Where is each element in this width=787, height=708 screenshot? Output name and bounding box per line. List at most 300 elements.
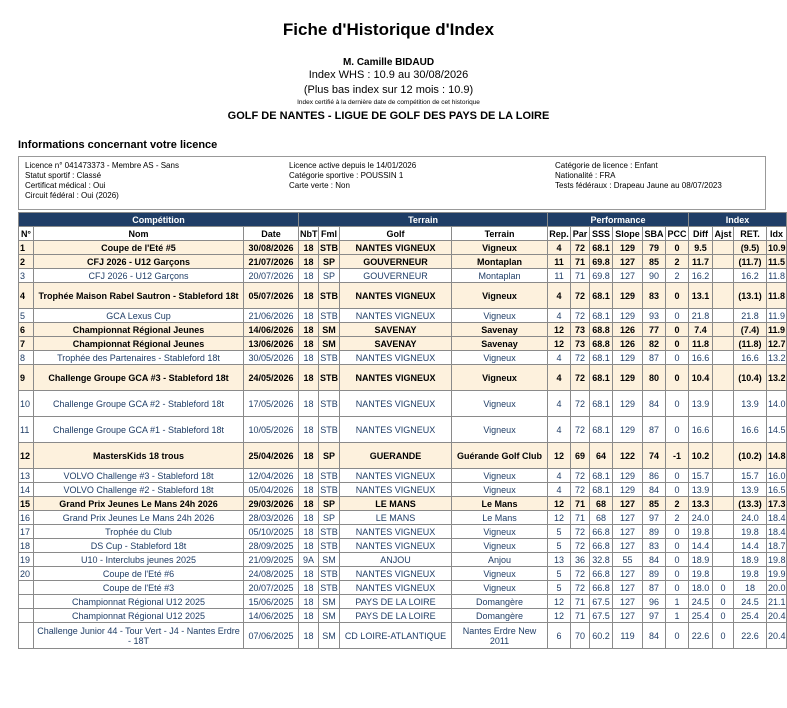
cell-par: 72 [571, 391, 590, 417]
cell-pcc: 0 [666, 553, 689, 567]
cell-idx: 18.4 [768, 512, 786, 523]
cell-ret: (13.1) [734, 283, 767, 309]
cell-par: 72 [571, 567, 590, 581]
cell-name: Grand Prix Jeunes Le Mans 24h 2026 [34, 511, 244, 525]
cell-par: 71 [571, 609, 590, 623]
cell-idx: 16.5 [768, 484, 786, 495]
cell-golf: SAVENAY [340, 323, 452, 337]
cell-num: 8 [19, 351, 34, 365]
cell-sba: 93 [643, 309, 666, 323]
cell-holes: 18 [299, 581, 319, 595]
cell-rep: 4 [548, 351, 571, 365]
cell-ret: 13.9 [734, 483, 767, 497]
cell-pcc: 0 [666, 581, 689, 595]
cell-date: 13/06/2026 [244, 337, 299, 351]
column-header-idx: Idx [767, 227, 787, 241]
cell-ret: 16.6 [734, 417, 767, 443]
federal-tests: Tests fédéraux : Drapeau Jaune au 08/07/2023 [555, 181, 722, 190]
cell-holes: 18 [299, 391, 319, 417]
cell-adjust: 0 [713, 595, 734, 609]
cell-sba: 90 [643, 269, 666, 283]
cell-sss: 68 [590, 511, 613, 525]
table-row [19, 323, 787, 337]
cell-adjust: 0 [713, 581, 734, 595]
cell-name: VOLVO Challenge #3 - Stableford 18t [34, 469, 244, 483]
cell-formula: SM [319, 609, 340, 623]
cell-pcc: 2 [666, 511, 689, 525]
table-row [19, 525, 787, 539]
table-row [19, 567, 787, 581]
licence-active-since: Licence active depuis le 14/01/2026 [289, 161, 417, 170]
cell-ret: 22.6 [734, 623, 767, 649]
cell-diff: 19.8 [689, 525, 713, 539]
table-row [19, 443, 787, 469]
cell-sss: 60.2 [590, 623, 613, 649]
column-header-adjust: Ajst [714, 228, 732, 239]
table-row [19, 351, 787, 365]
cell-golf: GUERANDE [340, 443, 452, 469]
cell-slope: 129 [613, 351, 643, 365]
cell-diff: 11.7 [689, 255, 713, 269]
cell-formula: STB [319, 365, 340, 391]
cell-date: 21/07/2026 [244, 255, 299, 269]
cell-par: 72 [571, 351, 590, 365]
cell-golf: NANTES VIGNEUX [340, 283, 452, 309]
column-header-formula: Fml [319, 227, 340, 241]
cell-adjust [713, 241, 734, 255]
cell-diff: 10.2 [689, 443, 713, 469]
table-row [19, 337, 787, 351]
sport-category: Catégorie sportive : POUSSIN 1 [289, 171, 404, 180]
cell-golf: NANTES VIGNEUX [340, 567, 452, 581]
cell-rep: 11 [548, 255, 571, 269]
cell-name: Challenge Junior 44 - Tour Vert - J4 - Nantes Erdre - 18T [34, 623, 244, 649]
cell-idx: 20.4 [767, 623, 787, 649]
cell-ret: (11.7) [734, 255, 767, 269]
cell-ret: 21.8 [734, 309, 767, 323]
cell-ret: (11.8) [734, 337, 767, 351]
cell-idx: 17.3 [768, 498, 786, 509]
cell-holes: 18 [299, 595, 319, 609]
cell-golf: ANJOU [340, 553, 452, 567]
cell-rep: 6 [548, 623, 571, 649]
cell-sba: 84 [643, 553, 666, 567]
nationality: Nationalité : FRA [555, 171, 616, 180]
cell-holes: 18 [299, 337, 319, 351]
cell-sss: 68.1 [590, 417, 613, 443]
cell-sss: 64 [590, 443, 613, 469]
cell-par: 72 [571, 309, 590, 323]
cell-num: 1 [19, 241, 34, 255]
cell-adjust [713, 469, 734, 483]
cell-course: Vigneux [452, 283, 548, 309]
cell-ret: (13.3) [734, 497, 767, 511]
cell-slope: 127 [613, 269, 643, 283]
cell-formula: STB [320, 540, 338, 551]
green-card: Carte verte : Non [289, 181, 350, 190]
cell-num: 14 [19, 483, 34, 497]
cell-course: Vigneux [452, 525, 548, 539]
cell-name: DS Cup - Stableford 18t [34, 539, 244, 553]
cell-course: Vigneux [452, 241, 548, 255]
cell-num: 7 [19, 337, 34, 351]
cell-idx: 16.0 [768, 470, 786, 481]
cell-sba: 83 [643, 539, 666, 553]
cell-formula: STB [320, 582, 338, 593]
cell-sba: 77 [643, 323, 666, 337]
cell-num: 10 [19, 391, 34, 417]
sport-status: Statut sportif : Classé [25, 171, 102, 180]
cell-holes: 18 [299, 623, 319, 649]
cell-pcc: 0 [666, 417, 689, 443]
cell-diff: 18.9 [689, 553, 713, 567]
cell-idx: 14.0 [767, 391, 787, 417]
cell-holes: 18 [299, 417, 319, 443]
cell-idx: 13.2 [768, 352, 786, 363]
cell-ret: (7.4) [734, 323, 767, 337]
cell-sss: 67.5 [590, 609, 613, 623]
cell-golf: NANTES VIGNEUX [340, 469, 452, 483]
cell-course: Montaplan [452, 269, 548, 283]
cell-idx: 11.5 [768, 256, 786, 267]
cell-course: Vigneux [452, 309, 548, 323]
cell-par: 72 [571, 241, 590, 255]
cell-sba: 87 [643, 417, 666, 443]
cell-sba: 97 [643, 609, 666, 623]
cell-adjust [713, 553, 734, 567]
cell-par: 36 [571, 553, 590, 567]
cell-adjust [713, 269, 734, 283]
cell-rep: 5 [548, 525, 571, 539]
cell-course: Vigneux [452, 483, 548, 497]
cell-date: 07/06/2025 [244, 623, 299, 649]
cell-course: Montaplan [452, 255, 548, 269]
cell-date: 30/08/2026 [244, 241, 299, 255]
cell-idx: 11.8 [767, 283, 787, 309]
cell-sss: 66.8 [590, 567, 613, 581]
column-header-date: Date [244, 227, 299, 241]
column-header-row [19, 227, 787, 241]
cell-golf: CD LOIRE-ATLANTIQUE [340, 623, 452, 649]
cell-rep: 12 [548, 337, 571, 351]
table-row [19, 553, 787, 567]
cell-date: 05/04/2026 [244, 483, 299, 497]
cell-ret: 16.2 [734, 269, 767, 283]
table-row [19, 623, 787, 649]
cell-rep: 4 [548, 365, 571, 391]
cell-pcc: 0 [666, 567, 689, 581]
cell-sba: 79 [643, 241, 666, 255]
cell-sss: 68.1 [590, 309, 613, 323]
cell-sss: 66.8 [590, 525, 613, 539]
club-line: GOLF DE NANTES - LIGUE DE GOLF DES PAYS DE LA LOIRE [227, 110, 550, 122]
cell-golf: PAYS DE LA LOIRE [340, 609, 452, 623]
cell-course: Savenay [452, 337, 548, 351]
cell-adjust [713, 443, 734, 469]
cell-idx: 20.4 [768, 610, 786, 621]
cell-course: Vigneux [452, 351, 548, 365]
cell-diff: 16.6 [689, 417, 713, 443]
cell-course: Anjou [452, 553, 548, 567]
cell-name: Challenge Groupe GCA #2 - Stableford 18t [34, 391, 244, 417]
cell-num: 16 [19, 511, 34, 525]
cell-rep: 5 [548, 567, 571, 581]
cell-pcc: 2 [666, 497, 689, 511]
cell-name: MastersKids 18 trous [34, 443, 244, 469]
cell-slope: 126 [613, 337, 643, 351]
table-row [19, 539, 787, 553]
cell-slope: 129 [613, 469, 643, 483]
cell-adjust [713, 391, 734, 417]
cell-holes: 18 [299, 283, 319, 309]
cell-adjust [713, 497, 734, 511]
cell-ret: 18 [734, 581, 767, 595]
cell-date: 24/08/2025 [244, 567, 299, 581]
cell-sss: 68 [590, 497, 613, 511]
group-terrain: Terrain [299, 213, 548, 227]
cell-ret: 15.7 [734, 469, 767, 483]
cell-slope: 129 [613, 417, 643, 443]
cell-diff: 7.4 [689, 323, 713, 337]
cell-golf: NANTES VIGNEUX [340, 241, 452, 255]
cell-pcc: 0 [666, 483, 689, 497]
cell-rep: 4 [548, 483, 571, 497]
cell-date: 25/04/2026 [244, 443, 299, 469]
column-header-holes: NbT [300, 228, 318, 239]
cell-course: Vigneux [452, 567, 548, 581]
cell-ret: (10.2) [734, 443, 767, 469]
cell-slope: 129 [613, 483, 643, 497]
cell-name: Challenge Groupe GCA #3 - Stableford 18t [34, 365, 244, 391]
column-header-ret: RET. [734, 227, 767, 241]
cell-date: 15/06/2025 [244, 595, 299, 609]
column-header-rep: Rep. [549, 228, 569, 239]
cell-golf: NANTES VIGNEUX [340, 539, 452, 553]
cell-par: 71 [571, 497, 590, 511]
cell-rep: 4 [548, 391, 571, 417]
cell-holes: 18 [299, 567, 319, 581]
cell-sba: 83 [643, 283, 666, 309]
cell-idx: 20.0 [768, 582, 786, 593]
cell-course: Vigneux [452, 539, 548, 553]
cell-slope: 122 [613, 443, 643, 469]
cell-name: U10 - Interclubs jeunes 2025 [34, 553, 244, 567]
cell-course: Domangère [452, 595, 548, 609]
cell-holes: 18 [299, 269, 319, 283]
cell-idx: 11.8 [768, 270, 785, 281]
cell-adjust [713, 337, 734, 351]
cell-date: 29/03/2026 [244, 497, 299, 511]
cell-sss: 68.1 [590, 283, 613, 309]
table-row [19, 483, 787, 497]
cell-pcc: 0 [666, 283, 689, 309]
cell-sss: 68.1 [590, 391, 613, 417]
cell-rep: 5 [548, 539, 571, 553]
cell-date: 20/07/2026 [244, 269, 299, 283]
cell-ret: (9.5) [734, 241, 767, 255]
cell-idx: 11.9 [768, 310, 785, 321]
cell-formula: SP [319, 443, 340, 469]
cell-adjust [713, 567, 734, 581]
cell-rep: 12 [548, 609, 571, 623]
cell-sba: 89 [643, 525, 666, 539]
cell-num: 15 [19, 497, 34, 511]
cell-course: Savenay [452, 323, 548, 337]
cell-diff: 24.0 [689, 511, 713, 525]
cell-sba: 80 [643, 365, 666, 391]
cell-golf: GOUVERNEUR [340, 269, 452, 283]
cell-date: 30/05/2026 [244, 351, 299, 365]
table-row [19, 595, 787, 609]
cell-sss: 66.8 [590, 539, 613, 553]
cell-sba: 97 [643, 511, 666, 525]
cell-ret: 13.9 [734, 391, 767, 417]
cell-holes: 18 [299, 469, 319, 483]
cell-adjust: 0 [713, 609, 734, 623]
cell-holes: 18 [299, 351, 319, 365]
column-header-par: Par [571, 227, 590, 241]
cell-golf: NANTES VIGNEUX [340, 483, 452, 497]
cell-idx: 14.8 [767, 443, 787, 469]
cell-adjust [713, 483, 734, 497]
cell-name: Trophée du Club [34, 525, 244, 539]
table-row [19, 497, 787, 511]
column-header-sba: SBA [644, 228, 664, 239]
cell-formula: STB [319, 283, 340, 309]
cell-slope: 127 [613, 581, 643, 595]
cell-sss: 68.1 [590, 469, 613, 483]
cell-par: 71 [571, 595, 590, 609]
cell-golf: LE MANS [340, 511, 452, 525]
cell-rep: 13 [548, 553, 571, 567]
cell-num: 12 [19, 443, 34, 469]
column-header-course: Terrain [452, 227, 548, 241]
cell-ret: (10.4) [734, 365, 767, 391]
cell-formula: SP [319, 255, 340, 269]
cell-par: 71 [571, 255, 590, 269]
cell-date: 20/07/2025 [244, 581, 299, 595]
cell-slope: 129 [613, 241, 643, 255]
cell-diff: 25.4 [689, 609, 713, 623]
cell-date: 28/03/2026 [244, 511, 299, 525]
cell-pcc: 0 [666, 539, 689, 553]
cell-pcc: 0 [666, 337, 689, 351]
cell-par: 72 [571, 525, 590, 539]
cell-holes: 18 [299, 497, 319, 511]
cell-date: 05/07/2026 [244, 283, 299, 309]
cell-pcc: 1 [666, 609, 689, 623]
history-table-body [19, 241, 787, 649]
cell-course: Le Mans [452, 497, 548, 511]
cell-pcc: 0 [666, 623, 689, 649]
cell-golf: NANTES VIGNEUX [340, 525, 452, 539]
cell-formula: STB [320, 310, 338, 321]
cell-num: 17 [19, 525, 34, 539]
table-row [19, 241, 787, 255]
cell-pcc: 0 [666, 391, 689, 417]
table-row [19, 609, 787, 623]
cell-adjust: 0 [713, 623, 734, 649]
cell-formula: SM [319, 623, 340, 649]
cell-sba: 84 [643, 391, 666, 417]
cell-name: Challenge Groupe GCA #1 - Stableford 18t [34, 417, 244, 443]
cell-ret: 16.6 [734, 351, 767, 365]
cell-slope: 119 [613, 623, 643, 649]
cell-adjust [713, 511, 734, 525]
column-header-name: Nom [34, 227, 244, 241]
cell-course: Domangère [452, 609, 548, 623]
cell-num [19, 581, 34, 595]
cell-num: 18 [19, 539, 34, 553]
page-title: Fiche d'Historique d'Index [282, 20, 495, 39]
cell-par: 72 [571, 469, 590, 483]
cell-par: 71 [571, 269, 590, 283]
cell-name: Coupe de l'Eté #3 [34, 581, 244, 595]
cell-slope: 127 [613, 595, 643, 609]
lowest-index-line: (Plus bas index sur 12 mois : 10.9) [303, 84, 474, 96]
column-header-sss: SSS [590, 227, 613, 241]
cell-par: 72 [571, 283, 590, 309]
cell-holes: 18 [299, 483, 319, 497]
cell-diff: 10.4 [689, 365, 713, 391]
cell-sba: 85 [643, 255, 666, 269]
cell-name: CFJ 2026 - U12 Garçons [34, 269, 244, 283]
group-index: Index [689, 213, 787, 227]
cell-holes: 18 [299, 323, 319, 337]
cell-golf: NANTES VIGNEUX [340, 351, 452, 365]
table-row [19, 255, 787, 269]
cell-par: 71 [571, 511, 590, 525]
player-name: M. Camille BIDAUD [342, 57, 435, 68]
cell-course: Vigneux [452, 391, 548, 417]
cell-idx: 11.9 [768, 324, 786, 335]
cell-sss: 68.8 [590, 337, 613, 351]
cell-name: Championnat Régional Jeunes [34, 323, 244, 337]
cell-pcc: 2 [666, 269, 689, 283]
cell-golf: PAYS DE LA LOIRE [340, 595, 452, 609]
cell-holes: 18 [299, 609, 319, 623]
cell-holes: 9A [299, 553, 319, 567]
cell-name: Trophée Maison Rabel Sautron - Stableford 18t [34, 283, 244, 309]
cell-sba: 87 [643, 351, 666, 365]
cell-name: CFJ 2026 - U12 Garçons [34, 255, 244, 269]
column-header-golf: Golf [340, 227, 452, 241]
cell-formula: SM [319, 337, 340, 351]
cell-formula: SM [319, 553, 340, 567]
cell-slope: 127 [613, 511, 643, 525]
cell-slope: 127 [613, 525, 643, 539]
cell-holes: 18 [299, 511, 319, 525]
cell-ret: 18.9 [734, 553, 767, 567]
cell-golf: GOUVERNEUR [340, 255, 452, 269]
cell-idx: 10.9 [768, 242, 786, 253]
cell-sss: 69.8 [590, 269, 613, 283]
cell-num: 9 [19, 365, 34, 391]
cell-formula: STB [320, 526, 338, 537]
cell-idx: 13.2 [767, 365, 787, 391]
cell-pcc: -1 [666, 443, 689, 469]
cell-diff: 11.8 [689, 337, 713, 351]
cell-formula: SP [319, 269, 340, 283]
cell-holes: 18 [299, 365, 319, 391]
cell-slope: 129 [613, 283, 643, 309]
cell-slope: 126 [613, 323, 643, 337]
cell-sss: 68.1 [590, 483, 613, 497]
cell-course: Nantes Erdre New 2011 [452, 623, 548, 649]
cell-sss: 67.5 [590, 595, 613, 609]
cell-golf: NANTES VIGNEUX [340, 391, 452, 417]
cell-diff: 22.6 [689, 623, 713, 649]
